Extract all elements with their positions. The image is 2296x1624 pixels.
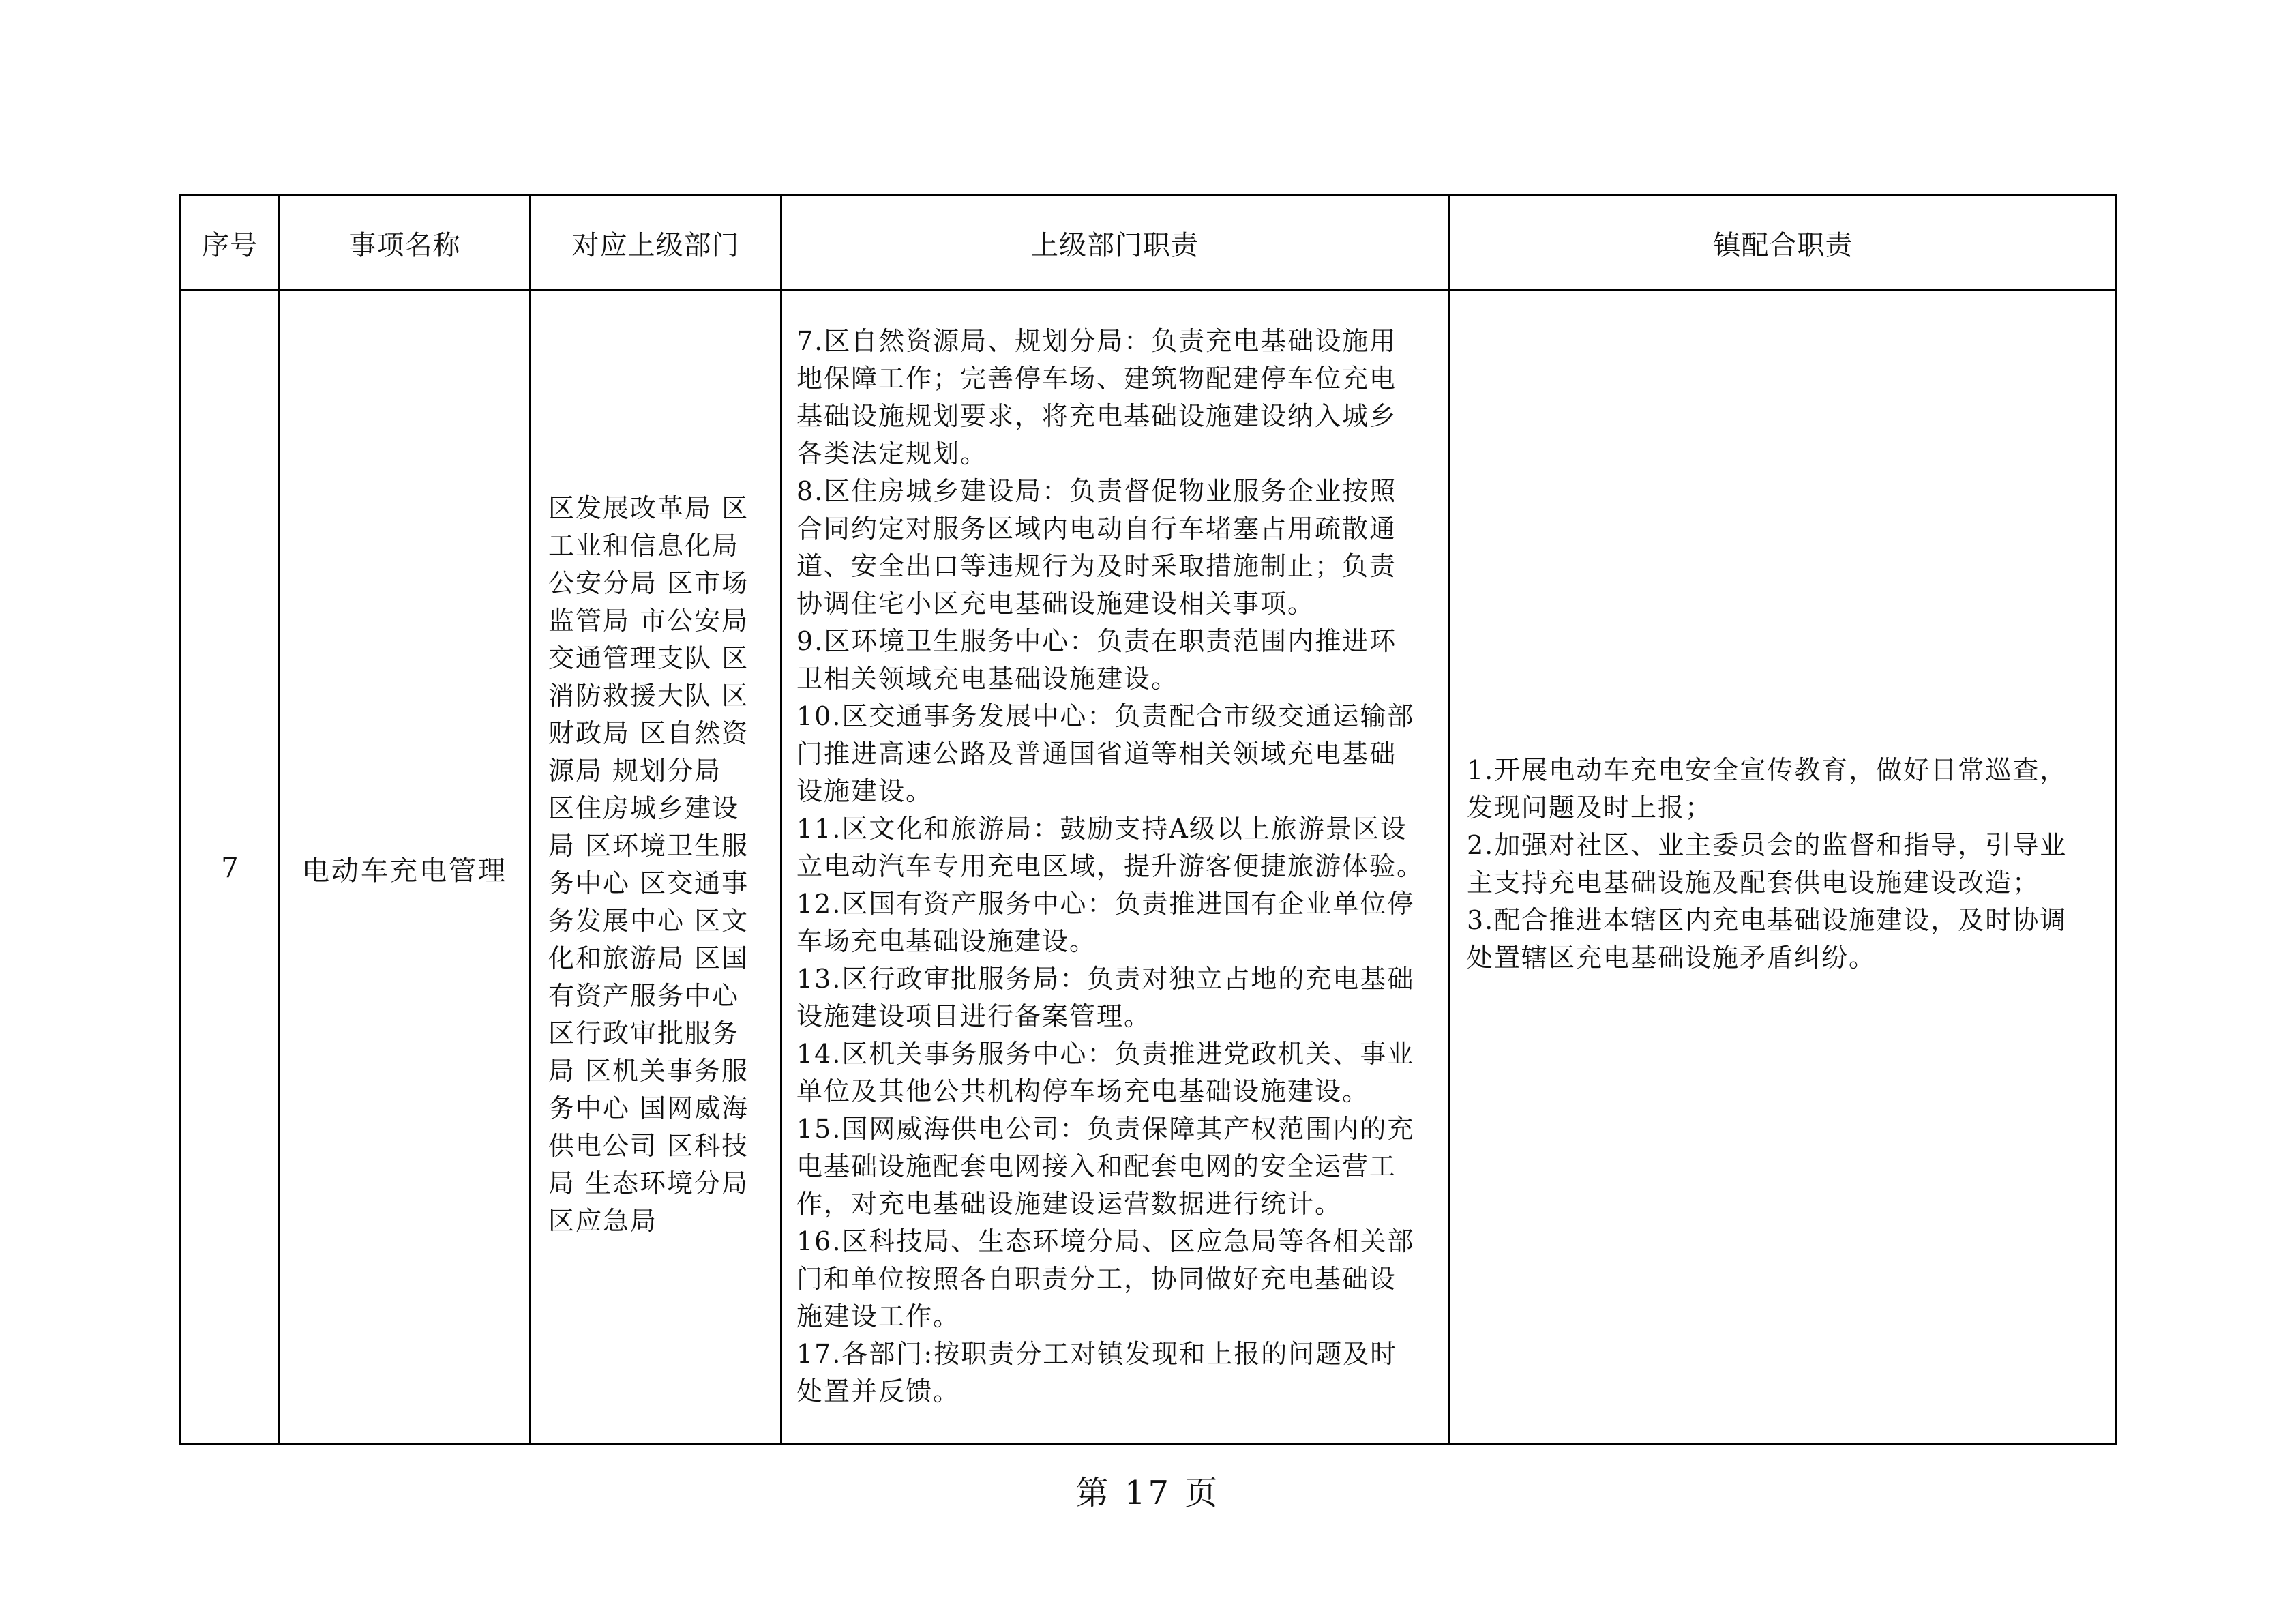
upper-duty-line: 12.区国有资产服务中心：负责推进国有企业单位停 [796,889,1415,919]
upper-duties-text [796,323,1444,1411]
upper-duty-line: 设施建设。 [796,776,934,806]
upper-duty-line: 地保障工作；完善停车场、建筑物配建停车位充电 [796,364,1397,394]
header-upper-department: 对应上级部门 [571,229,740,261]
town-duty-line: 1.开展电动车充电安全宣传教育，做好日常巡查， [1467,755,2068,785]
upper-duty-line: 14.区机关事务服务中心：负责推进党政机关、事业 [796,1039,1415,1069]
upper-department-line: 区应急局 [548,1206,658,1236]
upper-department-line: 工业和信息化局 [548,531,740,561]
upper-duty-line: 9.区环境卫生服务中心：负责在职责范围内推进环 [796,626,1397,656]
upper-duty-line: 协调住宅小区充电基础设施建设相关事项。 [796,589,1315,619]
upper-duty-line: 8.区住房城乡建设局：负责督促物业服务企业按照 [796,476,1397,506]
upper-departments-list [548,490,780,1240]
upper-duty-line: 15.国网威海供电公司：负责保障其产权范围内的充 [796,1114,1415,1144]
upper-duty-line: 电基础设施配套电网接入和配套电网的安全运营工 [796,1151,1397,1181]
upper-duty-line: 道、安全出口等违规行为及时采取措施制止；负责 [796,551,1397,581]
upper-duty-line: 作，对充电基础设施建设运营数据进行统计。 [796,1189,1343,1219]
duty-table [179,194,2117,1445]
town-duties-text [1467,752,2115,977]
header-item-name: 事项名称 [348,229,461,261]
column-divider [529,196,531,1443]
town-duty-line: 2.加强对社区、业主委员会的监督和指导，引导业 [1467,830,2068,860]
upper-department-line: 源局 规划分局 [548,756,722,786]
upper-department-line: 务发展中心 区文 [548,906,749,936]
town-duty-line: 3.配合推进本辖区内充电基础设施建设，及时协调 [1467,905,2068,935]
upper-department-line: 区行政审批服务 [548,1018,740,1048]
upper-department-line: 消防救援大队 区 [548,681,749,711]
upper-department-line: 局 区环境卫生服 [548,831,749,861]
upper-department-line: 区住房城乡建设 [548,793,740,823]
header-town-duties: 镇配合职责 [1713,229,1853,261]
upper-duty-line: 13.区行政审批服务局：负责对独立占地的充电基础 [796,964,1415,994]
upper-duty-line: 10.区交通事务发展中心：负责配合市级交通运输部 [796,701,1415,731]
upper-duty-line: 处置并反馈。 [796,1376,961,1406]
upper-duty-line: 立电动汽车专用充电区域，提升游客便捷旅游体验。 [796,851,1425,881]
upper-duty-line: 车场充电基础设施建设。 [796,926,1097,956]
upper-duty-line: 17.各部门:按职责分工对镇发现和上报的问题及时 [796,1339,1398,1369]
column-divider [1448,196,1450,1443]
upper-duty-line: 11.区文化和旅游局：鼓励支持A级以上旅游景区设 [796,814,1407,844]
upper-department-line: 务中心 国网威海 [548,1093,749,1123]
upper-department-line: 化和旅游局 区国 [548,943,749,973]
upper-department-line: 监管局 市公安局 [548,606,749,636]
column-divider [780,196,782,1443]
page-number: 第 17 页 [1075,1474,1221,1512]
upper-duty-line: 合同约定对服务区域内电动自行车堵塞占用疏散通 [796,514,1397,544]
row-item-name: 电动车充电管理 [302,855,507,887]
upper-duty-line: 7.区自然资源局、规划分局：负责充电基础设施用 [796,326,1397,356]
upper-department-line: 局 区机关事务服 [548,1056,749,1086]
upper-duty-line: 门推进高速公路及普通国省道等相关领域充电基础 [796,739,1397,769]
upper-duty-line: 基础设施规划要求，将充电基础设施建设纳入城乡 [796,401,1397,431]
upper-duty-line: 16.区科技局、生态环境分局、区应急局等各相关部 [796,1226,1415,1256]
upper-department-line: 务中心 区交通事 [548,868,749,898]
town-duty-line: 主支持充电基础设施及配套供电设施建设改造； [1467,868,2040,898]
town-duty-line: 发现问题及时上报； [1467,793,1713,823]
upper-department-line: 有资产服务中心 [548,981,740,1011]
upper-duty-line: 卫相关领域充电基础设施建设。 [796,664,1179,694]
upper-department-line: 供电公司 区科技 [548,1131,749,1161]
header-index: 序号 [202,229,258,261]
upper-department-line: 交通管理支队 区 [548,643,749,673]
upper-department-line: 财政局 区自然资 [548,718,749,748]
upper-duty-line: 施建设工作。 [796,1301,961,1331]
header-upper-duties: 上级部门职责 [1031,229,1199,261]
upper-duty-line: 门和单位按照各自职责分工，协同做好充电基础设 [796,1264,1397,1294]
upper-department-line: 公安分局 区市场 [548,568,749,598]
row-index: 7 [221,853,239,884]
upper-department-line: 局 生态环境分局 [548,1168,749,1198]
upper-duty-line: 各类法定规划。 [796,439,988,469]
upper-department-line: 区发展改革局 区 [548,493,749,523]
upper-duty-line: 设施建设项目进行备案管理。 [796,1001,1152,1031]
upper-duty-line: 单位及其他公共机构停车场充电基础设施建设。 [796,1076,1370,1106]
town-duty-line: 处置辖区充电基础设施矛盾纠纷。 [1467,943,1877,973]
